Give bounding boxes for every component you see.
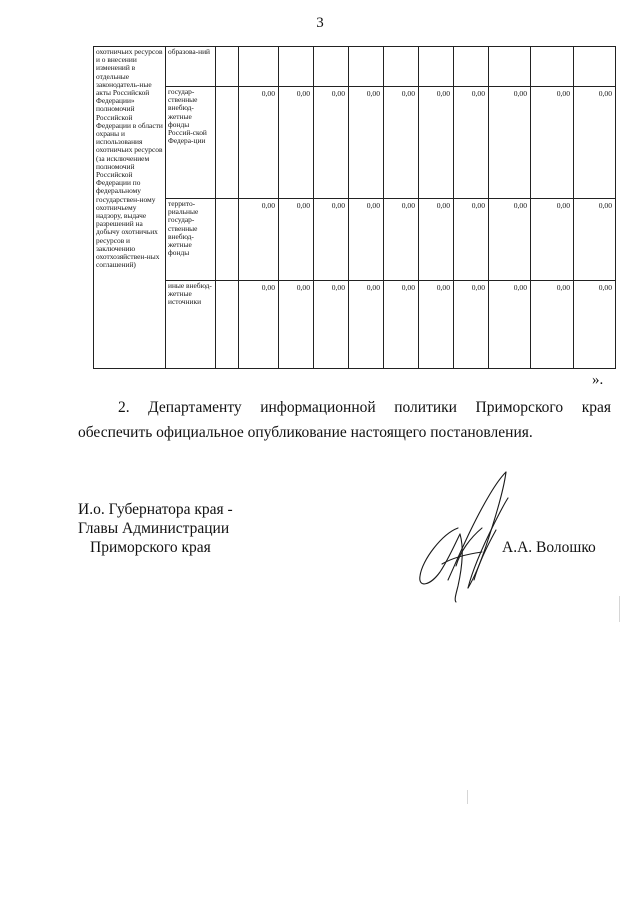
- value-cell: 0,00: [349, 87, 384, 199]
- value-cell: 0,00: [314, 281, 349, 369]
- value-cell: 0,00: [531, 281, 574, 369]
- value-cell: 0,00: [454, 281, 489, 369]
- signer-name: А.А. Волошко: [502, 539, 596, 556]
- value-cell: [314, 47, 349, 87]
- value-cell: 0,00: [384, 281, 419, 369]
- signer-title: [78, 500, 233, 557]
- value-cell: 0,00: [489, 87, 531, 199]
- funding-source-cell: террито-риальные государ-ственные внебюд-жетные фонды: [166, 199, 216, 281]
- page-edge-mark: [467, 790, 468, 804]
- value-cell: [239, 47, 279, 87]
- value-cell: 0,00: [531, 87, 574, 199]
- value-cell: 0,00: [384, 87, 419, 199]
- table-row: [94, 87, 616, 199]
- value-cell: 0,00: [314, 87, 349, 199]
- value-cell: 0,00: [419, 87, 454, 199]
- table-row: [94, 47, 616, 87]
- value-cell: 0,00: [454, 199, 489, 281]
- value-cell: 0,00: [349, 199, 384, 281]
- value-cell: 0,00: [239, 87, 279, 199]
- table-row: [94, 199, 616, 281]
- value-cell: 0,00: [279, 281, 314, 369]
- value-cell: [384, 47, 419, 87]
- funding-source-cell: образова-ний: [166, 47, 216, 87]
- signer-title-line-1: И.о. Губернатора края -: [78, 501, 233, 518]
- signer-title-line-2: Главы Администрации: [78, 520, 230, 537]
- paragraph-line-2: обеспечить официальное опубликование настоящего постановления.: [78, 424, 533, 441]
- value-cell: 0,00: [454, 87, 489, 199]
- value-cell: 0,00: [531, 199, 574, 281]
- budget-table: [93, 46, 616, 369]
- value-cell: 0,00: [279, 199, 314, 281]
- value-cell: 0,00: [419, 281, 454, 369]
- value-cell: 0,00: [489, 281, 531, 369]
- value-cell: 0,00: [574, 199, 616, 281]
- value-cell: [489, 47, 531, 87]
- signer-title-line-3: Приморского края: [90, 539, 211, 556]
- value-cell: [531, 47, 574, 87]
- value-cell: [574, 47, 616, 87]
- value-cell: 0,00: [314, 199, 349, 281]
- value-cell: [279, 47, 314, 87]
- value-cell: 0,00: [239, 281, 279, 369]
- table-row: [94, 281, 616, 369]
- blank-cell: [216, 47, 239, 87]
- program-description-cell: охотничьих ресурсов и о внесении изменений в отдельные законодатель-ные акты Российской Федерации» полномочий Российской Федерации в области охраны и использования охотничьих ресурсов (за исключением полномочий Российской Федерации по федеральному государствен-ному охотничьему надзору, выдаче разрешений на добычу охотничьих ресурсов и заключению охотхозяйствен-ных соглашений): [94, 47, 166, 369]
- funding-source-cell: иные внебюд-жетные источники: [166, 281, 216, 369]
- value-cell: 0,00: [489, 199, 531, 281]
- value-cell: [349, 47, 384, 87]
- value-cell: 0,00: [239, 199, 279, 281]
- blank-cell: [216, 199, 239, 281]
- blank-cell: [216, 87, 239, 199]
- page-edge-mark: [619, 596, 620, 622]
- blank-cell: [216, 281, 239, 369]
- paragraph-line-1: 2. Департаменту информационной политики Приморского края: [118, 399, 611, 416]
- value-cell: [454, 47, 489, 87]
- value-cell: 0,00: [279, 87, 314, 199]
- funding-source-cell: государ-ственные внебюд-жетные фонды Россий-ской Федера-ции: [166, 87, 216, 199]
- value-cell: 0,00: [574, 281, 616, 369]
- value-cell: 0,00: [574, 87, 616, 199]
- closing-quote: ».: [592, 372, 604, 388]
- value-cell: 0,00: [419, 199, 454, 281]
- value-cell: 0,00: [349, 281, 384, 369]
- page-number: 3: [316, 15, 324, 31]
- value-cell: 0,00: [384, 199, 419, 281]
- handwritten-signature: [412, 468, 522, 608]
- value-cell: [419, 47, 454, 87]
